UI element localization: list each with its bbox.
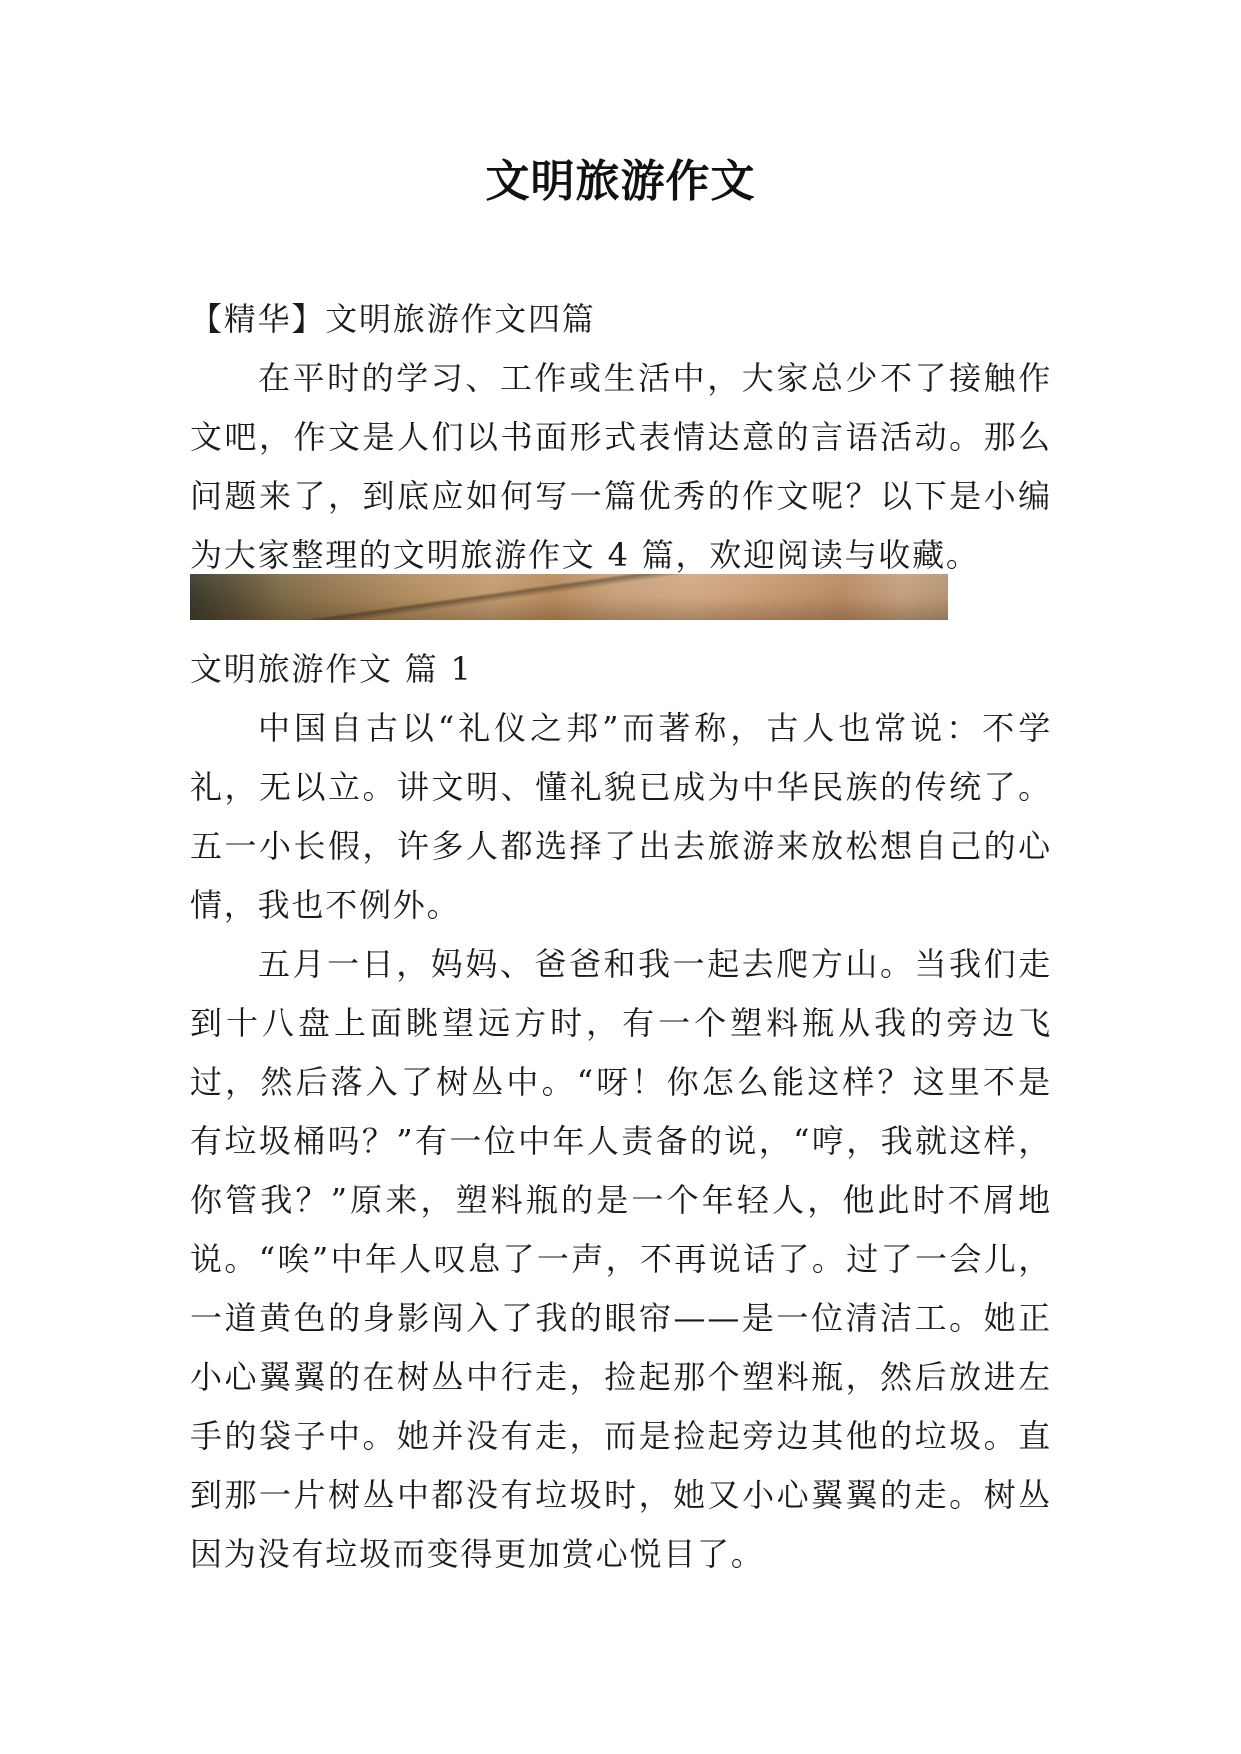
body-paragraph: 中国自古以“礼仪之邦”而著称，古人也常说：不学礼，无以立。讲文明、懂礼貌已成为中华民族的传统了。五一小长假，许多人都选择了出去旅游来放松想自己的心情，我也不例外。 [190,709,1052,924]
body-paragraph: 五月一日，妈妈、爸爸和我一起去爬方山。当我们走到十八盘上面眺望远方时，有一个塑料瓶从我的旁边飞过，然后落入了树丛中。“呀！你怎么能这样？这里不是有垃圾桶吗？”有一位中年人责备的说，“哼，我就这样，你管我？”原来，塑料瓶的是一个年轻人，他此时不屑地说。“唉”中年人叹息了一声，不再说话了。过了一会儿，一道黄色的身影闯入了我的眼帘——是一位清洁工。她正小心翼翼的在树丛中行走，捡起那个塑料瓶，然后放进左手的袋子中。她并没有走，而是捡起旁边其他的垃圾。直到那一片树丛中都没有垃圾时，她又小心翼翼的走。树丛因为没有垃圾而变得更加赏心悦目了。 [190,945,1052,1573]
document-subtitle: 【精华】文明旅游作文四篇 [190,300,596,338]
section-heading: 文明旅游作文 篇 1 [190,650,473,688]
decorative-photo-strip [190,574,948,620]
intro-paragraph: 在平时的学习、工作或生活中，大家总少不了接触作文吧，作文是人们以书面形式表情达意的言语活动。那么问题来了，到底应如何写一篇优秀的作文呢？以下是小编为大家整理的文明旅游作文 4 篇，欢迎阅读与收藏。 [190,359,1052,574]
document-title: 文明旅游作文 [485,156,756,207]
